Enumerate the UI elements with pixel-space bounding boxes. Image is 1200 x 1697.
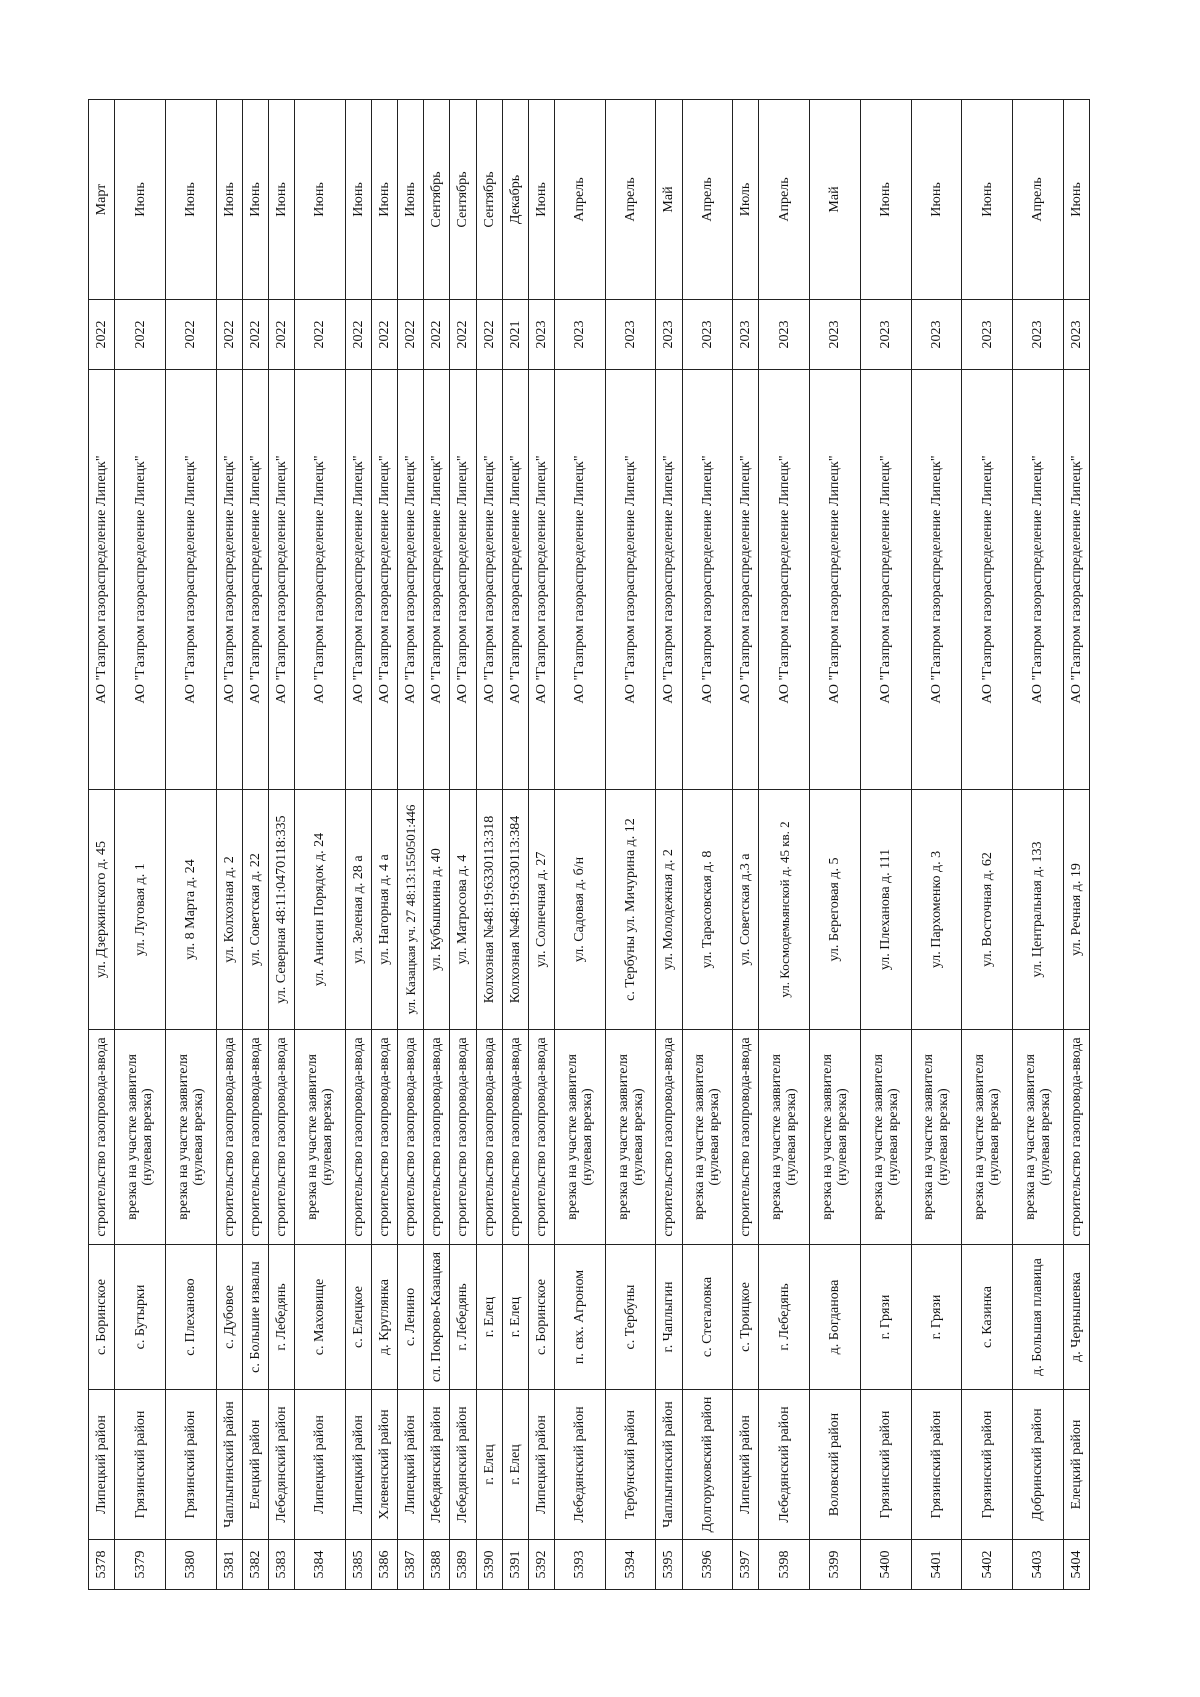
table-row	[810, 100, 861, 1590]
organization-cell: АО "Газпром газораспределение Липецк"	[911, 370, 962, 790]
month-cell: Апрель	[682, 100, 733, 300]
work-type-cell: строительство газопровода-ввода	[268, 1030, 294, 1245]
settlement-cell: д. Круглянка	[371, 1245, 397, 1390]
row-number-cell: 5392	[528, 1540, 554, 1590]
row-number-cell: 5378	[89, 1540, 115, 1590]
month-cell: Июнь	[345, 100, 371, 300]
district-cell: Липецкий район	[89, 1390, 115, 1540]
year-cell: 2022	[242, 300, 268, 370]
settlement-cell: д. Большая плавица	[1012, 1245, 1063, 1390]
settlement-cell: с. Тербуны	[605, 1245, 656, 1390]
table-row	[1012, 100, 1063, 1590]
year-cell: 2022	[345, 300, 371, 370]
row-number-cell: 5396	[682, 1540, 733, 1590]
month-cell: Июнь	[398, 100, 424, 300]
district-cell: Липецкий район	[528, 1390, 554, 1540]
year-cell: 2023	[554, 300, 605, 370]
organization-cell: АО "Газпром газораспределение Липецк"	[295, 370, 346, 790]
address-cell: ул. Тарасовская д. 8	[682, 790, 733, 1030]
settlement-cell: д. Богданова	[810, 1245, 861, 1390]
settlement-cell: г. Лебедянь	[268, 1245, 294, 1390]
district-cell: Лебедянский район	[268, 1390, 294, 1540]
work-type-cell: врезка на участке заявителя (нулевая врезка)	[165, 1030, 216, 1245]
organization-cell: АО "Газпром газораспределение Липецк"	[962, 370, 1013, 790]
organization-cell: АО "Газпром газораспределение Липецк"	[733, 370, 759, 790]
year-cell: 2023	[810, 300, 861, 370]
year-cell: 2023	[733, 300, 759, 370]
table-row	[345, 100, 371, 1590]
month-cell: Сентябрь	[450, 100, 476, 300]
table-row	[962, 100, 1013, 1590]
table-row	[216, 100, 242, 1590]
row-number-cell: 5386	[371, 1540, 397, 1590]
organization-cell: АО "Газпром газораспределение Липецк"	[860, 370, 911, 790]
month-cell: Сентябрь	[424, 100, 450, 300]
district-cell: г. Елец	[502, 1390, 528, 1540]
settlement-cell: с. Елецкое	[345, 1245, 371, 1390]
month-cell: Июнь	[295, 100, 346, 300]
month-cell: Апрель	[554, 100, 605, 300]
table-row	[476, 100, 502, 1590]
settlement-cell: с. Дубовое	[216, 1245, 242, 1390]
address-cell: ул. Кубышкина д. 40	[424, 790, 450, 1030]
district-cell: Воловский район	[810, 1390, 861, 1540]
year-cell: 2022	[424, 300, 450, 370]
address-cell: с. Тербуны ул. Мичурина д. 12	[605, 790, 656, 1030]
table-row	[424, 100, 450, 1590]
work-type-cell: строительство газопровода-ввода	[528, 1030, 554, 1245]
organization-cell: АО "Газпром газораспределение Липецк"	[605, 370, 656, 790]
organization-cell: АО "Газпром газораспределение Липецк"	[216, 370, 242, 790]
month-cell: Декабрь	[502, 100, 528, 300]
address-cell: ул. Плеханова д. 111	[860, 790, 911, 1030]
district-cell: Лебедянский район	[759, 1390, 810, 1540]
year-cell: 2023	[860, 300, 911, 370]
address-cell: ул. Советская д. 22	[242, 790, 268, 1030]
work-type-cell: врезка на участке заявителя (нулевая врезка)	[810, 1030, 861, 1245]
month-cell: Апрель	[759, 100, 810, 300]
year-cell: 2023	[759, 300, 810, 370]
organization-cell: АО "Газпром газораспределение Липецк"	[89, 370, 115, 790]
organization-cell: АО "Газпром газораспределение Липецк"	[759, 370, 810, 790]
year-cell: 2023	[656, 300, 682, 370]
district-cell: г. Елец	[476, 1390, 502, 1540]
year-cell: 2023	[1063, 300, 1089, 370]
address-cell: ул. Садовая д. б/н	[554, 790, 605, 1030]
table-row	[911, 100, 962, 1590]
gasification-table	[88, 99, 1090, 1590]
settlement-cell: с. Троицкое	[733, 1245, 759, 1390]
month-cell: Июнь	[371, 100, 397, 300]
organization-cell: АО "Газпром газораспределение Липецк"	[1012, 370, 1063, 790]
work-type-cell: строительство газопровода-ввода	[242, 1030, 268, 1245]
table-row	[115, 100, 166, 1590]
table-row	[502, 100, 528, 1590]
table-row	[398, 100, 424, 1590]
year-cell: 2023	[682, 300, 733, 370]
month-cell: Июнь	[911, 100, 962, 300]
organization-cell: АО "Газпром газораспределение Липецк"	[450, 370, 476, 790]
work-type-cell: строительство газопровода-ввода	[656, 1030, 682, 1245]
district-cell: Грязинский район	[165, 1390, 216, 1540]
month-cell: Июнь	[860, 100, 911, 300]
table-row	[1063, 100, 1089, 1590]
settlement-cell: с. Казинка	[962, 1245, 1013, 1390]
work-type-cell: строительство газопровода-ввода	[502, 1030, 528, 1245]
organization-cell: АО "Газпром газораспределение Липецк"	[115, 370, 166, 790]
address-cell: ул. Береговая д. 5	[810, 790, 861, 1030]
row-number-cell: 5382	[242, 1540, 268, 1590]
work-type-cell: строительство газопровода-ввода	[1063, 1030, 1089, 1245]
table-row	[759, 100, 810, 1590]
row-number-cell: 5379	[115, 1540, 166, 1590]
organization-cell: АО "Газпром газораспределение Липецк"	[476, 370, 502, 790]
year-cell: 2022	[295, 300, 346, 370]
table-row	[656, 100, 682, 1590]
row-number-cell: 5400	[860, 1540, 911, 1590]
organization-cell: АО "Газпром газораспределение Липецк"	[502, 370, 528, 790]
address-cell: ул. Анисин Порядок д. 24	[295, 790, 346, 1030]
year-cell: 2022	[115, 300, 166, 370]
district-cell: Чаплыгинский район	[656, 1390, 682, 1540]
year-cell: 2023	[962, 300, 1013, 370]
year-cell: 2023	[605, 300, 656, 370]
district-cell: Липецкий район	[733, 1390, 759, 1540]
month-cell: Июнь	[165, 100, 216, 300]
row-number-cell: 5394	[605, 1540, 656, 1590]
table-row	[295, 100, 346, 1590]
row-number-cell: 5403	[1012, 1540, 1063, 1590]
district-cell: Грязинский район	[115, 1390, 166, 1540]
organization-cell: АО "Газпром газораспределение Липецк"	[242, 370, 268, 790]
address-cell: ул. Восточная д. 62	[962, 790, 1013, 1030]
month-cell: Май	[810, 100, 861, 300]
work-type-cell: врезка на участке заявителя (нулевая врезка)	[115, 1030, 166, 1245]
month-cell: Июнь	[962, 100, 1013, 300]
row-number-cell: 5399	[810, 1540, 861, 1590]
table-row	[528, 100, 554, 1590]
settlement-cell: г. Чаплыгин	[656, 1245, 682, 1390]
table-row	[268, 100, 294, 1590]
organization-cell: АО "Газпром газораспределение Липецк"	[398, 370, 424, 790]
district-cell: Грязинский район	[962, 1390, 1013, 1540]
table-row	[89, 100, 115, 1590]
work-type-cell: врезка на участке заявителя (нулевая врезка)	[554, 1030, 605, 1245]
work-type-cell: врезка на участке заявителя (нулевая врезка)	[295, 1030, 346, 1245]
row-number-cell: 5387	[398, 1540, 424, 1590]
month-cell: Апрель	[1012, 100, 1063, 300]
row-number-cell: 5388	[424, 1540, 450, 1590]
address-cell: ул. Нагорная д. 4 а	[371, 790, 397, 1030]
row-number-cell: 5385	[345, 1540, 371, 1590]
address-cell: ул. Дзержинского д. 45	[89, 790, 115, 1030]
work-type-cell: строительство газопровода-ввода	[398, 1030, 424, 1245]
month-cell: Июнь	[115, 100, 166, 300]
settlement-cell: с. Ленино	[398, 1245, 424, 1390]
district-cell: Долгоруковский район	[682, 1390, 733, 1540]
settlement-cell: г. Грязи	[911, 1245, 962, 1390]
work-type-cell: врезка на участке заявителя (нулевая врезка)	[860, 1030, 911, 1245]
work-type-cell: строительство газопровода-ввода	[216, 1030, 242, 1245]
work-type-cell: врезка на участке заявителя (нулевая врезка)	[759, 1030, 810, 1245]
row-number-cell: 5380	[165, 1540, 216, 1590]
year-cell: 2022	[371, 300, 397, 370]
year-cell: 2023	[1012, 300, 1063, 370]
district-cell: Липецкий район	[295, 1390, 346, 1540]
row-number-cell: 5397	[733, 1540, 759, 1590]
rotated-table-wrapper	[88, 100, 1090, 1590]
settlement-cell: с. Боринское	[528, 1245, 554, 1390]
row-number-cell: 5395	[656, 1540, 682, 1590]
address-cell: ул. Матросова д. 4	[450, 790, 476, 1030]
organization-cell: АО "Газпром газораспределение Липецк"	[810, 370, 861, 790]
district-cell: Лебедянский район	[424, 1390, 450, 1540]
work-type-cell: строительство газопровода-ввода	[424, 1030, 450, 1245]
work-type-cell: строительство газопровода-ввода	[476, 1030, 502, 1245]
settlement-cell: с. Большие извалы	[242, 1245, 268, 1390]
settlement-cell: г. Лебедянь	[450, 1245, 476, 1390]
row-number-cell: 5384	[295, 1540, 346, 1590]
address-cell: ул. Центральная д. 133	[1012, 790, 1063, 1030]
address-cell: ул. Молодежная д. 2	[656, 790, 682, 1030]
work-type-cell: врезка на участке заявителя (нулевая врезка)	[605, 1030, 656, 1245]
district-cell: Елецкий район	[1063, 1390, 1089, 1540]
table-row	[682, 100, 733, 1590]
address-cell: ул. Речная д. 19	[1063, 790, 1089, 1030]
table-row	[554, 100, 605, 1590]
address-cell: ул. Пархоменко д. 3	[911, 790, 962, 1030]
district-cell: Лебедянский район	[450, 1390, 476, 1540]
address-cell: ул. Советская д.3 а	[733, 790, 759, 1030]
table-body	[89, 100, 1090, 1590]
month-cell: Июнь	[242, 100, 268, 300]
year-cell: 2022	[165, 300, 216, 370]
settlement-cell: с. Маховище	[295, 1245, 346, 1390]
table-row	[860, 100, 911, 1590]
table-row	[371, 100, 397, 1590]
row-number-cell: 5401	[911, 1540, 962, 1590]
year-cell: 2022	[398, 300, 424, 370]
settlement-cell: с. Бутырки	[115, 1245, 166, 1390]
table-row	[450, 100, 476, 1590]
year-cell: 2023	[911, 300, 962, 370]
settlement-cell: с. Стегаловка	[682, 1245, 733, 1390]
district-cell: Хлевенский район	[371, 1390, 397, 1540]
settlement-cell: с. Плеханово	[165, 1245, 216, 1390]
table-row	[605, 100, 656, 1590]
address-cell: ул. 8 Марта д. 24	[165, 790, 216, 1030]
table-row	[242, 100, 268, 1590]
month-cell: Июнь	[268, 100, 294, 300]
address-cell: ул. Зеленая д. 28 а	[345, 790, 371, 1030]
settlement-cell: д. Чернышевка	[1063, 1245, 1089, 1390]
district-cell: Елецкий район	[242, 1390, 268, 1540]
month-cell: Сентябрь	[476, 100, 502, 300]
row-number-cell: 5390	[476, 1540, 502, 1590]
month-cell: Апрель	[605, 100, 656, 300]
settlement-cell: с. Боринское	[89, 1245, 115, 1390]
settlement-cell: г. Елец	[502, 1245, 528, 1390]
district-cell: Тербунский район	[605, 1390, 656, 1540]
row-number-cell: 5404	[1063, 1540, 1089, 1590]
organization-cell: АО "Газпром газораспределение Липецк"	[345, 370, 371, 790]
work-type-cell: строительство газопровода-ввода	[371, 1030, 397, 1245]
address-cell: ул. Колхозная д. 2	[216, 790, 242, 1030]
settlement-cell: г. Грязи	[860, 1245, 911, 1390]
organization-cell: АО "Газпром газораспределение Липецк"	[424, 370, 450, 790]
address-cell: ул. Космодемьянской д. 45 кв. 2	[759, 790, 810, 1030]
row-number-cell: 5389	[450, 1540, 476, 1590]
district-cell: Чаплыгинский район	[216, 1390, 242, 1540]
month-cell: Июнь	[528, 100, 554, 300]
year-cell: 2022	[268, 300, 294, 370]
month-cell: Июнь	[216, 100, 242, 300]
district-cell: Грязинский район	[911, 1390, 962, 1540]
organization-cell: АО "Газпром газораспределение Липецк"	[656, 370, 682, 790]
district-cell: Липецкий район	[398, 1390, 424, 1540]
organization-cell: АО "Газпром газораспределение Липецк"	[165, 370, 216, 790]
work-type-cell: строительство газопровода-ввода	[450, 1030, 476, 1245]
settlement-cell: сл. Покрово-Казацкая	[424, 1245, 450, 1390]
row-number-cell: 5402	[962, 1540, 1013, 1590]
settlement-cell: г. Елец	[476, 1245, 502, 1390]
row-number-cell: 5381	[216, 1540, 242, 1590]
organization-cell: АО "Газпром газораспределение Липецк"	[682, 370, 733, 790]
work-type-cell: строительство газопровода-ввода	[345, 1030, 371, 1245]
address-cell: ул. Казацкая уч. 27 48:13:1550501:446	[398, 790, 424, 1030]
address-cell: ул. Луговая д. 1	[115, 790, 166, 1030]
year-cell: 2022	[450, 300, 476, 370]
organization-cell: АО "Газпром газораспределение Липецк"	[1063, 370, 1089, 790]
organization-cell: АО "Газпром газораспределение Липецк"	[528, 370, 554, 790]
month-cell: Март	[89, 100, 115, 300]
row-number-cell: 5393	[554, 1540, 605, 1590]
work-type-cell: врезка на участке заявителя (нулевая врезка)	[911, 1030, 962, 1245]
work-type-cell: строительство газопровода-ввода	[89, 1030, 115, 1245]
address-cell: ул. Солнечная д. 27	[528, 790, 554, 1030]
address-cell: Колхозная №48:19:6330113:384	[502, 790, 528, 1030]
work-type-cell: врезка на участке заявителя (нулевая врезка)	[1012, 1030, 1063, 1245]
year-cell: 2022	[89, 300, 115, 370]
address-cell: ул. Северная 48:11:0470118:335	[268, 790, 294, 1030]
address-cell: Колхозная №48:19:6330113:318	[476, 790, 502, 1030]
settlement-cell: п. свх. Агроном	[554, 1245, 605, 1390]
work-type-cell: врезка на участке заявителя (нулевая врезка)	[962, 1030, 1013, 1245]
work-type-cell: строительство газопровода-ввода	[733, 1030, 759, 1245]
district-cell: Грязинский район	[860, 1390, 911, 1540]
district-cell: Добринский район	[1012, 1390, 1063, 1540]
work-type-cell: врезка на участке заявителя (нулевая врезка)	[682, 1030, 733, 1245]
year-cell: 2022	[216, 300, 242, 370]
organization-cell: АО "Газпром газораспределение Липецк"	[268, 370, 294, 790]
year-cell: 2022	[476, 300, 502, 370]
table-row	[165, 100, 216, 1590]
month-cell: Июль	[733, 100, 759, 300]
row-number-cell: 5391	[502, 1540, 528, 1590]
row-number-cell: 5398	[759, 1540, 810, 1590]
organization-cell: АО "Газпром газораспределение Липецк"	[554, 370, 605, 790]
district-cell: Липецкий район	[345, 1390, 371, 1540]
year-cell: 2023	[528, 300, 554, 370]
district-cell: Лебедянский район	[554, 1390, 605, 1540]
organization-cell: АО "Газпром газораспределение Липецк"	[371, 370, 397, 790]
year-cell: 2021	[502, 300, 528, 370]
month-cell: Май	[656, 100, 682, 300]
row-number-cell: 5383	[268, 1540, 294, 1590]
table-row	[733, 100, 759, 1590]
settlement-cell: г. Лебедянь	[759, 1245, 810, 1390]
month-cell: Июнь	[1063, 100, 1089, 300]
